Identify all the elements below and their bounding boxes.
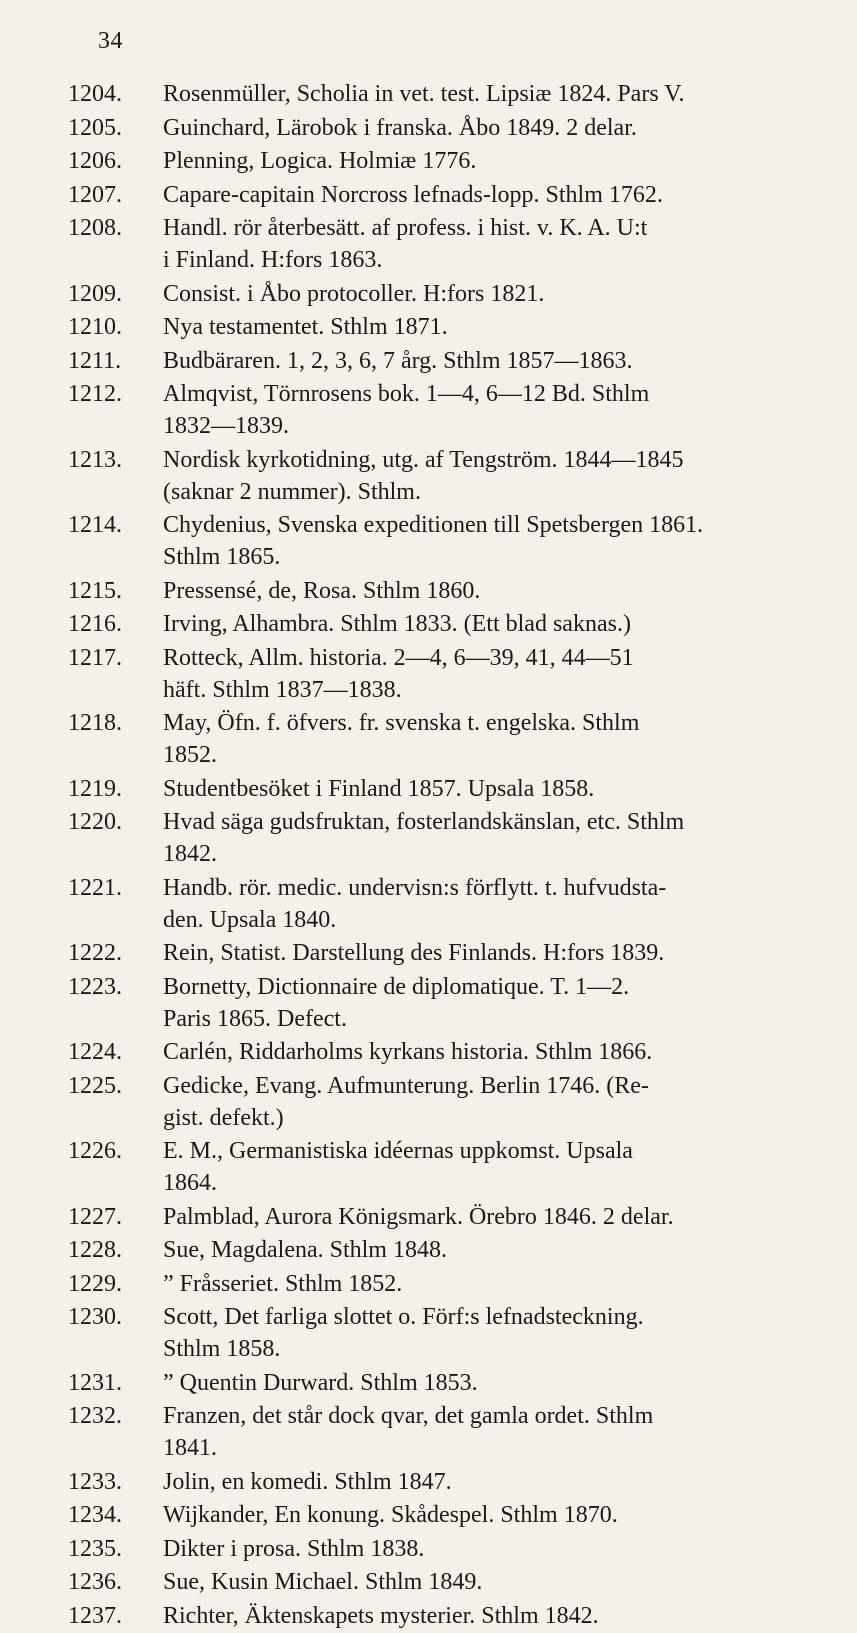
entry-number: 1221. bbox=[68, 874, 122, 901]
catalog-entry bbox=[0, 1400, 857, 1464]
entry-text: Scott, Det farliga slottet o. Förf:s lefnadsteckning. Sthlm 1858. bbox=[163, 1304, 644, 1362]
entry-text: Handl. rör återbesätt. af profess. i hist. v. K. A. U:t i Finland. H:fors 1863. bbox=[163, 215, 648, 273]
entry-text: ” Quentin Durward. Sthlm 1853. bbox=[163, 1369, 478, 1396]
catalog-entry bbox=[0, 1499, 857, 1531]
entry-text: Consist. i Åbo protocoller. H:fors 1821. bbox=[163, 280, 545, 307]
entry-number: 1227. bbox=[68, 1203, 122, 1230]
entry-number: 1209. bbox=[68, 280, 122, 307]
entry-text: Gedicke, Evang. Aufmunterung. Berlin 1746. (Re- gist. defekt.) bbox=[163, 1072, 649, 1131]
entry-number: 1235. bbox=[68, 1535, 122, 1562]
entry-text: Bornetty, Dictionnaire de diplomatique. T. 1—2. Paris 1865. Defect. bbox=[163, 973, 630, 1032]
catalog-entry bbox=[0, 78, 857, 110]
entry-text: Irving, Alhambra. Sthlm 1833. (Ett blad saknas.) bbox=[163, 611, 631, 637]
entry-text: Nordisk kyrkotidning, utg. af Tengström. 1844—1845 (saknar 2 nummer). Sthlm. bbox=[163, 446, 684, 505]
entry-text: Rein, Statist. Darstellung des Finlands. H:fors 1839. bbox=[163, 940, 665, 966]
catalog-entry bbox=[0, 608, 857, 640]
entry-text: Plenning, Logica. Holmiæ 1776. bbox=[163, 148, 477, 174]
catalog-entry bbox=[0, 444, 857, 508]
entry-text: Wijkander, En konung. Skådespel. Sthlm 1870. bbox=[163, 1502, 618, 1528]
entry-number: 1222. bbox=[68, 940, 122, 966]
entry-number: 1231. bbox=[68, 1369, 122, 1396]
catalog-entry bbox=[0, 937, 857, 969]
catalog-entry bbox=[0, 1070, 857, 1134]
entry-text: Almqvist, Törnrosens bok. 1—4, 6—12 Bd. Sthlm 1832—1839. bbox=[163, 381, 650, 439]
entry-text: May, Öfn. f. öfvers. fr. svenska t. engelska. Sthlm 1852. bbox=[163, 710, 640, 768]
catalog-entry bbox=[0, 212, 857, 276]
entry-number: 1208. bbox=[68, 215, 122, 241]
catalog-entry bbox=[0, 806, 857, 870]
entry-text: Rosenmüller, Scholia in vet. test. Lipsiæ 1824. Pars V. bbox=[163, 81, 685, 107]
catalog-entry bbox=[0, 1367, 857, 1399]
entry-number: 1226. bbox=[68, 1138, 122, 1164]
catalog-entry bbox=[0, 1201, 857, 1233]
catalog-entry bbox=[0, 378, 857, 442]
entry-number: 1236. bbox=[68, 1569, 122, 1595]
entry-text: ” Fråsseriet. Sthlm 1852. bbox=[163, 1270, 403, 1297]
entry-number: 1224. bbox=[68, 1039, 122, 1065]
entry-number: 1230. bbox=[68, 1304, 122, 1330]
entry-text: Capare-capitain Norcross lefnads-lopp. Sthlm 1762. bbox=[163, 181, 663, 208]
catalog-entry bbox=[0, 971, 857, 1035]
entry-text: E. M., Germanistiska idéernas uppkomst. Upsala 1864. bbox=[163, 1138, 633, 1196]
entry-text: Richter, Äktenskapets mysterier. Sthlm 1842. bbox=[163, 1602, 599, 1629]
catalog-entry bbox=[0, 1301, 857, 1365]
entry-number: 1206. bbox=[68, 148, 122, 174]
entry-text: Pressensé, de, Rosa. Sthlm 1860. bbox=[163, 577, 481, 604]
entry-number: 1213. bbox=[68, 446, 122, 473]
entry-text: Budbäraren. 1, 2, 3, 6, 7 årg. Sthlm 1857—1863. bbox=[163, 347, 633, 374]
entry-text: Handb. rör. medic. undervisn:s förflytt. t. hufvudsta- den. Upsala 1840. bbox=[163, 874, 667, 933]
entry-number: 1212. bbox=[68, 381, 122, 407]
page-number: 34 bbox=[98, 28, 123, 54]
entry-number: 1234. bbox=[68, 1502, 122, 1528]
entry-number: 1204. bbox=[68, 81, 122, 107]
catalog-entry bbox=[0, 1600, 857, 1632]
entry-text: Sue, Kusin Michael. Sthlm 1849. bbox=[163, 1569, 483, 1595]
entry-number: 1217. bbox=[68, 644, 122, 671]
catalog-entry bbox=[0, 509, 857, 573]
catalog-entry bbox=[0, 179, 857, 211]
entry-number: 1205. bbox=[68, 114, 122, 141]
entry-text: Guinchard, Lärobok i franska. Åbo 1849. 2 delar. bbox=[163, 114, 637, 141]
entry-number: 1210. bbox=[68, 314, 122, 340]
entry-number: 1216. bbox=[68, 611, 122, 637]
catalog-entry bbox=[0, 112, 857, 144]
catalog-entry bbox=[0, 1234, 857, 1266]
entry-number: 1233. bbox=[68, 1468, 122, 1495]
catalog-entry bbox=[0, 872, 857, 936]
entry-number: 1219. bbox=[68, 775, 122, 802]
entry-number: 1225. bbox=[68, 1072, 122, 1099]
entry-number: 1211. bbox=[68, 347, 122, 374]
entry-text: Franzen, det står dock qvar, det gamla ordet. Sthlm 1841. bbox=[163, 1403, 654, 1461]
catalog-entry bbox=[0, 773, 857, 805]
catalog-entry bbox=[0, 1135, 857, 1199]
entry-number: 1215. bbox=[68, 577, 122, 604]
entry-number: 1207. bbox=[68, 181, 122, 208]
catalog-entry bbox=[0, 1036, 857, 1068]
catalog-entry bbox=[0, 1533, 857, 1565]
entry-number: 1220. bbox=[68, 809, 122, 835]
entry-number: 1237. bbox=[68, 1602, 122, 1629]
catalog-entry bbox=[0, 707, 857, 771]
catalog-entry bbox=[0, 642, 857, 706]
catalog-entry bbox=[0, 1466, 857, 1498]
entry-number: 1229. bbox=[68, 1270, 122, 1297]
catalog-entry bbox=[0, 1268, 857, 1300]
catalog-entry bbox=[0, 145, 857, 177]
entry-text: Studentbesöket i Finland 1857. Upsala 1858. bbox=[163, 775, 595, 802]
catalog-entry bbox=[0, 345, 857, 377]
catalog-entry bbox=[0, 1566, 857, 1598]
entry-text: Dikter i prosa. Sthlm 1838. bbox=[163, 1535, 425, 1562]
entry-text: Palmblad, Aurora Königsmark. Örebro 1846. 2 delar. bbox=[163, 1203, 674, 1230]
entry-number: 1218. bbox=[68, 710, 122, 736]
catalog-entry bbox=[0, 311, 857, 343]
entry-number: 1223. bbox=[68, 973, 122, 1000]
entry-text: Hvad säga gudsfruktan, fosterlandskänslan, etc. Sthlm 1842. bbox=[163, 809, 685, 867]
entry-text: Rotteck, Allm. historia. 2—4, 6—39, 41, 44—51 häft. Sthlm 1837—1838. bbox=[163, 644, 634, 703]
entry-number: 1228. bbox=[68, 1237, 122, 1263]
entry-number: 1214. bbox=[68, 512, 122, 538]
catalog-entry bbox=[0, 575, 857, 607]
catalog-list bbox=[0, 78, 857, 1633]
entry-text: Chydenius, Svenska expeditionen till Spetsbergen 1861. Sthlm 1865. bbox=[163, 512, 704, 570]
entry-number: 1232. bbox=[68, 1403, 122, 1429]
catalog-entry bbox=[0, 278, 857, 310]
entry-text: Sue, Magdalena. Sthlm 1848. bbox=[163, 1237, 447, 1263]
entry-text: Jolin, en komedi. Sthlm 1847. bbox=[163, 1468, 452, 1495]
entry-text: Carlén, Riddarholms kyrkans historia. Sthlm 1866. bbox=[163, 1039, 653, 1065]
entry-text: Nya testamentet. Sthlm 1871. bbox=[163, 314, 448, 340]
